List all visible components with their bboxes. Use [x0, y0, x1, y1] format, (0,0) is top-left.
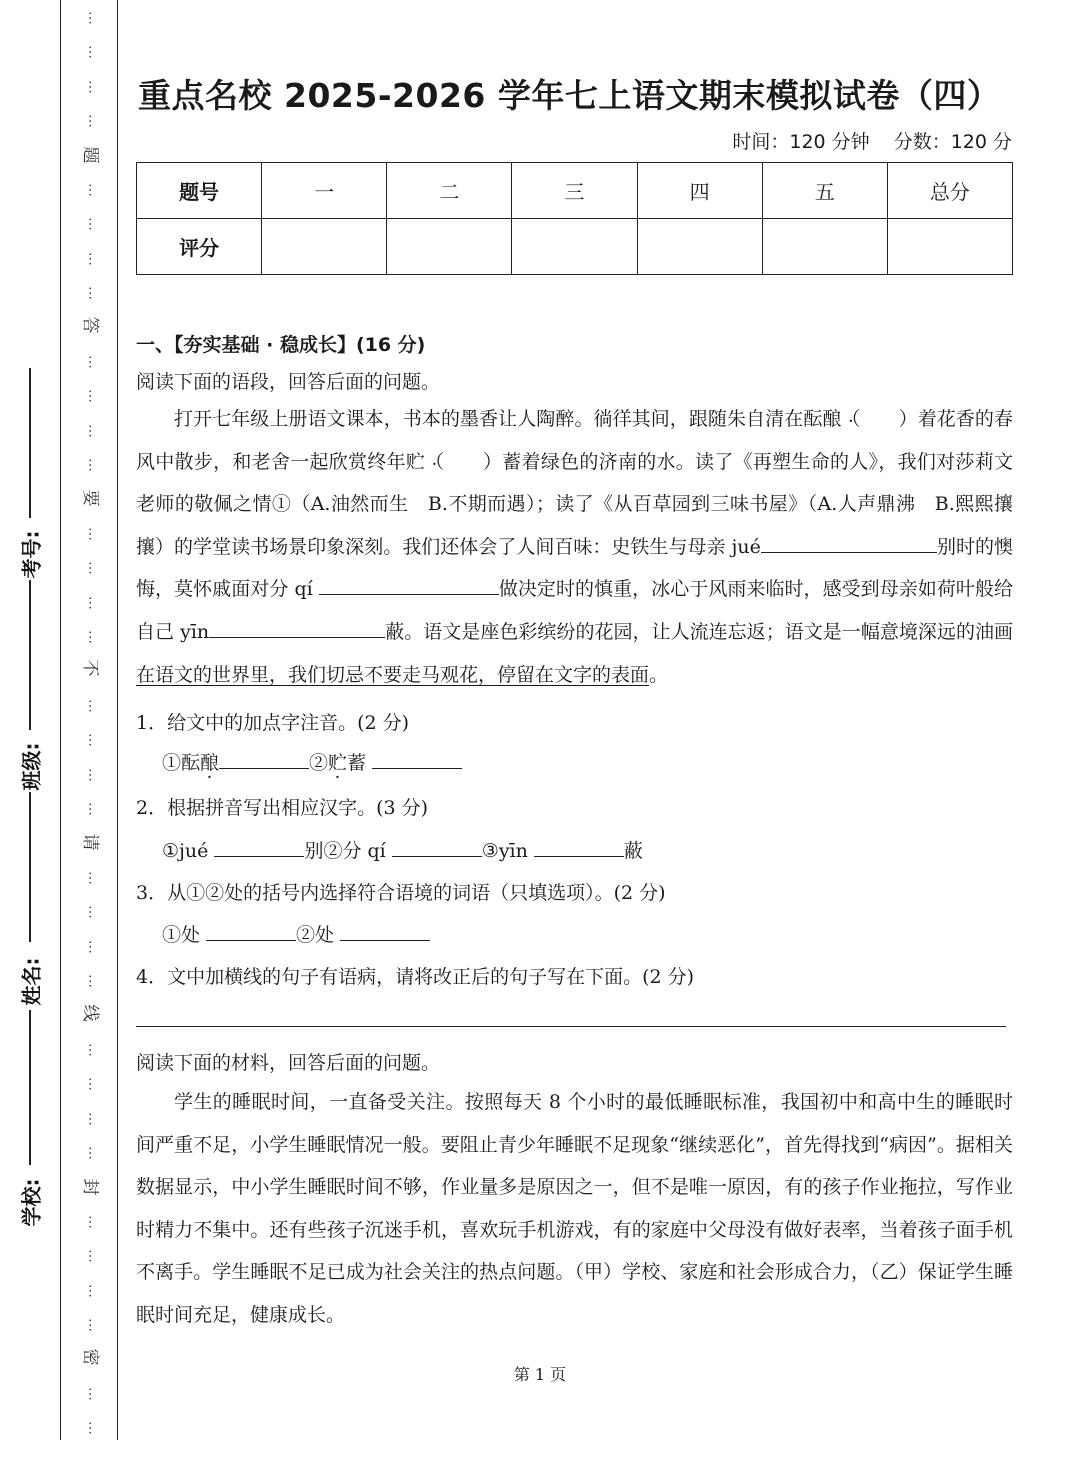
q2-c-blank[interactable]: [534, 838, 624, 857]
passage-1-part-g: 。: [649, 663, 669, 686]
passage-2: 学生的睡眠时间，一直备受关注。按照每天 8 个小时的最低睡眠标准，我国初中和高中生的睡眠时间严重不足，小学生睡眠情况一般。要阻止青少年睡眠不足现象“继续恶化”，首先得找到“病因”。据相关数据显示，中小学生睡眠时间不够，作业量多是原因之一，但不是唯一原因，有的孩子作业拖拉，写作业时精力不集中。还有些孩子沉迷手机，喜欢玩手机游戏，有的家庭中父母没有做好表率，当着孩子面手机不离手。学生睡眠不足已成为社会关注的热点问题。（甲）学校、家庭和社会形成合力，（乙）保证学生睡眠时间充足，健康成长。: [136, 1091, 1013, 1326]
question-4: 4．文中加横线的句子有语病，请将改正后的句子写在下面。(2 分): [136, 966, 695, 988]
binding-dots: ⋯: [82, 183, 98, 197]
header-cell-4: 四: [637, 163, 762, 219]
page-title: 重点名校 2025-2026 学年七上语文期末模拟试卷（四）: [138, 76, 1001, 115]
q2-c-label: 蔽: [623, 840, 643, 862]
binding-dots: ⋯: [82, 699, 98, 713]
binding-dots: ⋯: [82, 905, 98, 920]
passage-1-part-f: 蔽。语文是座色彩缤纷的花园，让人流连忘返；语文是一幅意境深远的油画: [385, 620, 1013, 643]
passage-1-part-a: 打开七年级上册语文课本，书本的墨香让人陶醉。徜徉其间，跟随朱自清在酝: [174, 408, 823, 430]
score-table-header-row: [137, 163, 1013, 219]
binding-dots: ⋯: [82, 11, 98, 25]
binding-dots: ⋯: [82, 1111, 98, 1126]
q2-a2-label: 别②分 qí: [304, 840, 392, 862]
binding-dots: ⋯: [82, 1043, 98, 1057]
score-table: [136, 162, 1013, 275]
question-3: 3．从①②处的括号内选择符合语境的词语（只填选项）。(2 分): [136, 882, 666, 904]
question-1: 1．给文中的加点字注音。(2 分): [136, 712, 410, 734]
binding-dots: ⋯: [82, 1421, 98, 1436]
passage-1-part-d: 别时的懊悔，莫怀戚面对分 qí: [136, 535, 1013, 601]
q3-b-label: ②处: [296, 924, 341, 946]
dotted-char-niang: 酿 ·: [822, 408, 841, 430]
blank-qi[interactable]: [319, 576, 499, 595]
class-label: 班级:: [19, 742, 44, 791]
binding-dots: ⋯: [82, 974, 98, 989]
time-limit: 时间：120 分钟: [732, 131, 870, 153]
q1-b-label: ②: [309, 752, 329, 774]
binding-dots: ⋯: [82, 114, 98, 129]
school-line[interactable]: [29, 1010, 31, 1165]
q1-a-blank[interactable]: [219, 750, 309, 769]
binding-dots: ⋯: [82, 595, 98, 610]
exam-no-line[interactable]: [29, 368, 31, 518]
q3-a-label: ①处: [162, 924, 207, 946]
binding-char: 不: [80, 659, 100, 677]
blank-jue[interactable]: [761, 534, 937, 553]
binding-char: 题: [80, 146, 100, 164]
time-info: [708, 127, 1012, 154]
header-cell-5: 五: [762, 163, 887, 219]
passage-1: [136, 398, 1013, 696]
page-number: 第 1 页: [513, 1365, 567, 1384]
dotted-char-zhu: 贮 ·: [406, 451, 425, 473]
binding-dots: ⋯: [82, 630, 98, 645]
school-label: 学校:: [19, 1178, 44, 1227]
q2-b-label: ③yīn: [481, 840, 534, 862]
q3-b-blank[interactable]: [340, 922, 430, 941]
q1-a-dot: 酿: [200, 752, 220, 774]
binding-dots: ⋯: [82, 1283, 98, 1298]
passage-1-part-c: （ ）蓄着绿色的济南的水。读了《再塑生命的人》，我们对莎莉文老师的敬佩之情①（A.油然而生 B.不期而遇）；读了《从百草园到三味书屋》（A.人声鼎沸 B.熙熙攘攘）的学堂读书场景印象深刻。我们还体会了人间百味：史铁生与母亲 jué: [136, 450, 1013, 558]
passage-1-part-e: 做决定时的慎重，冰心于风雨来临时，感受到母亲如荷叶般给自己 yīn: [136, 578, 1013, 643]
binding-char: 线: [80, 1004, 100, 1022]
q3-a-blank[interactable]: [206, 922, 296, 941]
passage-1-part-b: （ ）着花香的春风中散步，和老舍一起欣赏终年: [136, 408, 1013, 473]
exam-no-label: 考号:: [19, 530, 44, 579]
binding-dots: ⋯: [82, 767, 98, 782]
binding-dots: ⋯: [82, 251, 98, 266]
binding-dots: ⋯: [82, 733, 98, 748]
header-cell-2: 二: [387, 163, 512, 219]
binding-dots: ⋯: [82, 45, 98, 60]
score-cell-2[interactable]: [387, 219, 512, 275]
section-1-intro: 阅读下面的语段，回答后面的问题。: [136, 371, 441, 393]
section-1-intro-2: 阅读下面的材料，回答后面的问题。: [136, 1052, 441, 1074]
q1-b-dot: 贮: [328, 752, 348, 774]
student-info-fields: [0, 0, 60, 1440]
score-cell-5[interactable]: [762, 219, 887, 275]
binding-char: 密: [80, 1348, 100, 1366]
score-cell-3[interactable]: [512, 219, 637, 275]
binding-char: 封: [80, 1178, 100, 1196]
binding-dots: ⋯: [82, 939, 98, 954]
question-2: 2．根据拼音写出相应汉字。(3 分): [136, 797, 429, 819]
question-1-answers: [162, 748, 462, 775]
question-2-answers: [162, 836, 643, 863]
binding-dots: ⋯: [82, 1249, 98, 1264]
binding-dots: ⋯: [82, 217, 98, 232]
binding-dots: ⋯: [82, 458, 98, 473]
total-score: 分数：120 分: [893, 131, 1012, 153]
blank-yin[interactable]: [209, 619, 385, 638]
score-table-score-row: [137, 219, 1013, 275]
binding-dots: ⋯: [82, 389, 98, 404]
q2-b-blank[interactable]: [392, 838, 482, 857]
header-cell-number: 题号: [137, 163, 262, 219]
binding-dots: ⋯: [82, 1077, 98, 1092]
binding-dots: ⋯: [82, 802, 98, 817]
binding-dots: ⋯: [82, 286, 98, 301]
score-cell-4[interactable]: [637, 219, 762, 275]
binding-margin: [60, 0, 118, 1440]
binding-dots: ⋯: [82, 1215, 98, 1229]
binding-dots-column: [61, 0, 119, 1440]
binding-dots: ⋯: [82, 527, 98, 541]
binding-dots: ⋯: [82, 1146, 98, 1161]
binding-char: 要: [80, 489, 100, 507]
binding-char: 请: [80, 833, 100, 851]
score-row-label: 评分: [137, 219, 262, 275]
q1-b-label-2: 蓄: [347, 752, 367, 774]
q2-a-blank[interactable]: [214, 838, 304, 857]
header-cell-1: 一: [262, 163, 387, 219]
binding-dots: ⋯: [82, 355, 98, 369]
name-line[interactable]: [29, 792, 31, 942]
binding-dots: ⋯: [82, 1318, 98, 1333]
q4-answer-line[interactable]: [136, 1026, 1006, 1027]
binding-dots: ⋯: [82, 1387, 98, 1401]
binding-dots: ⋯: [82, 423, 98, 438]
q1-b-blank[interactable]: [372, 750, 462, 769]
binding-dots: ⋯: [82, 871, 98, 885]
header-cell-3: 三: [512, 163, 637, 219]
score-cell-total[interactable]: [887, 219, 1012, 275]
class-line[interactable]: [29, 580, 31, 730]
binding-dots: ⋯: [82, 79, 98, 94]
name-label: 姓名:: [19, 957, 44, 1006]
underlined-sentence: 在语文的世界里，我们切忌不要走马观花，停留在文字的表面: [136, 663, 650, 686]
q1-a-label: ①酝: [162, 752, 201, 774]
binding-dots: ⋯: [82, 561, 98, 576]
section-1-title: 一、【夯实基础 · 稳成长】(16 分): [136, 334, 426, 356]
binding-char: 答: [80, 316, 100, 334]
header-cell-total: 总分: [887, 163, 1012, 219]
q2-a-label: ①jué: [162, 840, 215, 862]
question-3-answers: [162, 920, 430, 947]
score-cell-1[interactable]: [262, 219, 387, 275]
